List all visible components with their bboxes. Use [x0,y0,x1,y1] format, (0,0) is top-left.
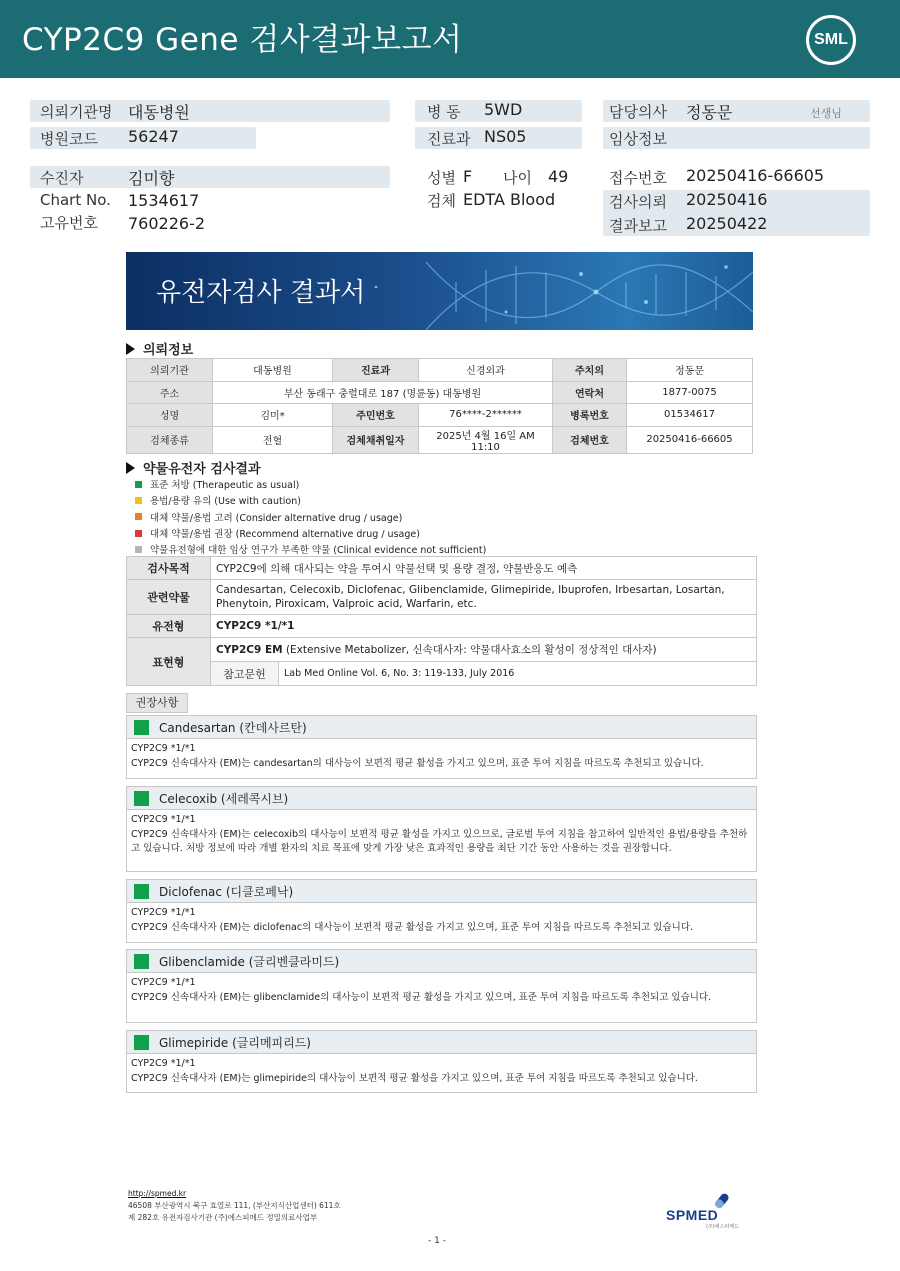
report-date-label: 결과보고 [609,217,667,235]
unique-id-label: 고유번호 [40,214,98,232]
green-square-icon [134,791,149,806]
table-row: 검사목적 CYP2C9에 의해 대사되는 약을 투여시 약물선택 및 용량 결정, 약물반응도 예측 [127,557,757,580]
page-number: - 1 - [428,1236,446,1246]
patient-name-label: 수진자 [40,169,84,187]
patient-name-row-bg [30,166,390,188]
specimen-label: 검체 [427,192,456,210]
bullet-triangle-icon [126,343,135,355]
gray-square-icon [135,546,142,553]
orange-square-icon [135,513,142,520]
result-legend [135,476,486,557]
bullet-triangle-icon [126,462,135,474]
drug-card-glimepiride: Glimepiride (글리메피리드) CYP2C9 *1/*1 CYP2C9 신속대사자 (EM)는 glimepiride의 대사능이 보편적 평균 활성을 가지고 있으며, 표준 투여 지침을 따르도록 추천되고 있습니다. [126,1030,757,1093]
age-label: 나이 [503,169,532,187]
doctor-value: 정동문 [686,103,733,122]
ward-value: 5WD [484,100,523,119]
chart-no-value: 1534617 [128,191,200,210]
table-row: 검체종류 전혈 검체채취일자 2025년 4월 16일 AM 11:10 검체번호 20250416-66605 [127,426,753,453]
table-row: 참고문헌 Lab Med Online Vol. 6, No. 3: 119-133, July 2016 [127,662,757,686]
red-square-icon [135,530,142,537]
age-value: 49 [548,167,569,186]
drug-card-diclofenac: Diclofenac (디클로페낙) CYP2C9 *1/*1 CYP2C9 신속대사자 (EM)는 diclofenac의 대사능이 보편적 평균 활성을 가지고 있으며, 표준 투여 지침을 따르도록 추천되고 있습니다. [126,879,757,943]
green-square-icon [134,1035,149,1050]
dept-value: NS05 [484,127,527,146]
clinical-label: 임상정보 [609,130,667,148]
request-info-table [126,358,753,454]
sml-logo: SML [806,15,856,65]
footer-link[interactable]: http://spmed.kr [128,1189,187,1198]
institution-label: 의뢰기관명 [40,103,113,121]
request-date-label: 검사의뢰 [609,193,667,211]
drug-card-celecoxib: Celecoxib (세레콕시브) CYP2C9 *1/*1 CYP2C9 신속대사자 (EM)는 celecoxib의 대사능이 보편적 평균 활성을 가지고 있으므로, 글로벌 투여 지침을 참고하여 일반적인 용법/용량을 추천하고 있습니다. 처방 정보에 따라 개별 환자의 치료 목표에 맞게 가장 낮은 효과적인 용량을 최단 기간 동안 사용하는 것을 권장합니다. [126,786,757,872]
patient-name-value: 김미향 [128,169,175,188]
drug-card-candesartan: Candesartan (칸데사르탄) CYP2C9 *1/*1 CYP2C9 신속대사자 (EM)는 candesartan의 대사능이 보편적 평균 활성을 가지고 있으며, 표준 투여 지침을 따르도록 추천되고 있습니다. [126,715,757,779]
result-section-heading: 약물유전자 검사결과 [126,458,261,477]
report-header [0,0,900,78]
unique-id-value: 760226-2 [128,214,206,233]
table-row: 주소 부산 동래구 충렬대로 187 (명륜동) 대동병원 연락처 1877-0075 [127,381,753,404]
legend-item: 대체 약물/용법 고려 (Consider alternative drug / usage) [135,509,486,525]
table-row: 성명 김미* 주민번호 76****-2****** 병록번호 01534617 [127,404,753,427]
table-row: 의뢰기관 대동병원 진료과 신경외과 주치의 정동문 [127,359,753,382]
dept-label: 진료과 [427,130,471,148]
recommend-label: 권장사항 [126,693,188,713]
green-square-icon [135,481,142,488]
hospital-code-value: 56247 [128,127,179,146]
chart-no-label: Chart No. [40,191,111,209]
drug-card-glibenclamide: Glibenclamide (글리벤클라미드) CYP2C9 *1/*1 CYP2C9 신속대사자 (EM)는 glibenclamide의 대사능이 보편적 평균 활성을 가지고 있으며, 표준 투여 지침을 따르도록 추천되고 있습니다. [126,949,757,1023]
yellow-square-icon [135,497,142,504]
report-date-value: 20250422 [686,214,768,233]
phenotype-cell: CYP2C9 EM (Extensive Metabolizer, 신속대사자: 약물대사효소의 활성이 정상적인 대사자) [211,638,757,662]
spmed-logo: SPMED (주)에스피메드 [666,1190,756,1230]
doctor-label: 담당의사 [609,103,667,121]
green-square-icon [134,884,149,899]
footer-address: 46508 부산광역시 북구 효열로 111, (부산지식산업센터) 611호 [128,1201,341,1210]
footer-license: 제 282호 유전자검사기관 (주)에스피메드 정밀의료사업부 [128,1213,318,1222]
specimen-value: EDTA Blood [463,190,556,209]
report-title: CYP2C9 Gene 검사결과보고서 [22,22,463,58]
institution-value: 대동병원 [128,103,190,122]
result-table [126,556,757,686]
green-square-icon [134,954,149,969]
table-row: 관련약물 Candesartan, Celecoxib, Diclofenac, Glibenclamide, Glimepiride, Ibuprofen, Irbesartan, Losartan, Phenytoin, Piroxicam, Valproic acid, Warfarin, etc. [127,580,757,615]
legend-item: 대체 약물/용법 권장 (Recommend alternative drug / usage) [135,525,486,541]
legend-item: 용법/용량 유의 (Use with caution) [135,492,486,508]
ward-label: 병 동 [427,103,461,121]
request-section-heading: 의뢰정보 [126,339,193,358]
request-date-value: 20250416 [686,190,768,209]
hospital-code-label: 병원코드 [40,130,98,148]
banner-title: 유전자검사 결과서 [156,278,366,308]
table-row: 유전형 CYP2C9 *1/*1 [127,615,757,638]
sex-label: 성별 [427,169,456,187]
report-banner [126,252,753,330]
green-square-icon [134,720,149,735]
footer [128,1188,341,1224]
receipt-value: 20250416-66605 [686,166,825,185]
sex-value: F [463,167,473,186]
legend-item: 표준 처방 (Therapeutic as usual) [135,476,486,492]
doctor-suffix: 선생님 [810,107,842,120]
receipt-label: 접수번호 [609,169,667,187]
table-row: 표현형 CYP2C9 EM (Extensive Metabolizer, 신속대사자: 약물대사효소의 활성이 정상적인 대사자) [127,638,757,662]
legend-item: 약물유전형에 대한 임상 연구가 부족한 약물 (Clinical evidence not sufficient) [135,541,486,557]
